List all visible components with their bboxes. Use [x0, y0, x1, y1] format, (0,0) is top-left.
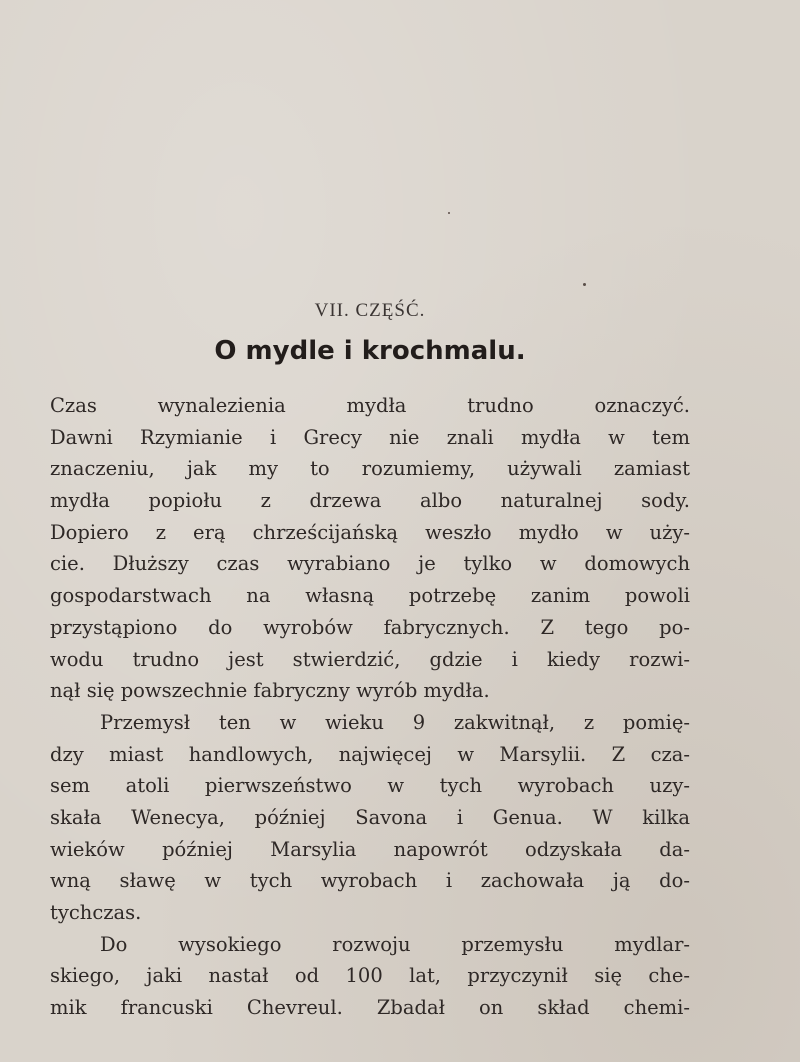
chapter-title: O mydle i krochmalu. [214, 336, 526, 366]
text-line: wną sławę w tych wyrobach i zachowała ją do- [50, 869, 690, 893]
text-line: cie. Dłuższy czas wyrabiano je tylko w domowych [50, 552, 690, 576]
text-line: gospodarstwach na własną potrzebę zanim powoli [50, 584, 690, 608]
text-line: Do wysokiego rozwoju przemysłu mydlar- [100, 932, 690, 956]
text-line: sem atoli pierwszeństwo w tych wyrobach uzy- [50, 774, 690, 798]
text-line: Czas wynalezienia mydła trudno oznaczyć. [50, 394, 690, 417]
text-line: skała Wenecya, później Savona i Genua. W kilka [50, 805, 690, 829]
text-line: nął się powszechnie fabryczny wyrób mydła. [50, 679, 490, 703]
text-line: dzy miast handlowych, najwięcej w Marsylii. Z cza- [50, 742, 690, 766]
text-line: wodu trudno jest stwierdzić, gdzie i kiedy rozwi- [50, 647, 690, 671]
text-line: przystąpiono do wyrobów fabrycznych. Z tego po- [50, 615, 690, 639]
text-line: wieków później Marsylia napowrót odzyskała da- [50, 837, 690, 861]
text-line: Dopiero z erą chrześcijańską weszło mydło w uży- [50, 520, 690, 544]
paper-speck [583, 283, 586, 286]
text-line: tychczas. [50, 901, 142, 924]
part-heading: VII. CZĘŚĆ. [314, 300, 426, 321]
text-line: skiego, jaki nastał od 100 lat, przyczynił się che- [50, 964, 690, 988]
body-text [50, 390, 690, 1024]
text-line: Przemysł ten w wieku 9 zakwitnął, z pomię- [100, 710, 690, 734]
text-line: mydła popiołu z drzewa albo naturalnej sody. [50, 489, 690, 513]
text-line: znaczeniu, jak my to rozumiemy, używali zamiast [50, 457, 690, 481]
paper-speck [448, 212, 450, 214]
text-line: mik francuski Chevreul. Zbadał on skład chemi- [50, 996, 690, 1020]
text-line: Dawni Rzymianie i Grecy nie znali mydła w tem [50, 425, 690, 449]
